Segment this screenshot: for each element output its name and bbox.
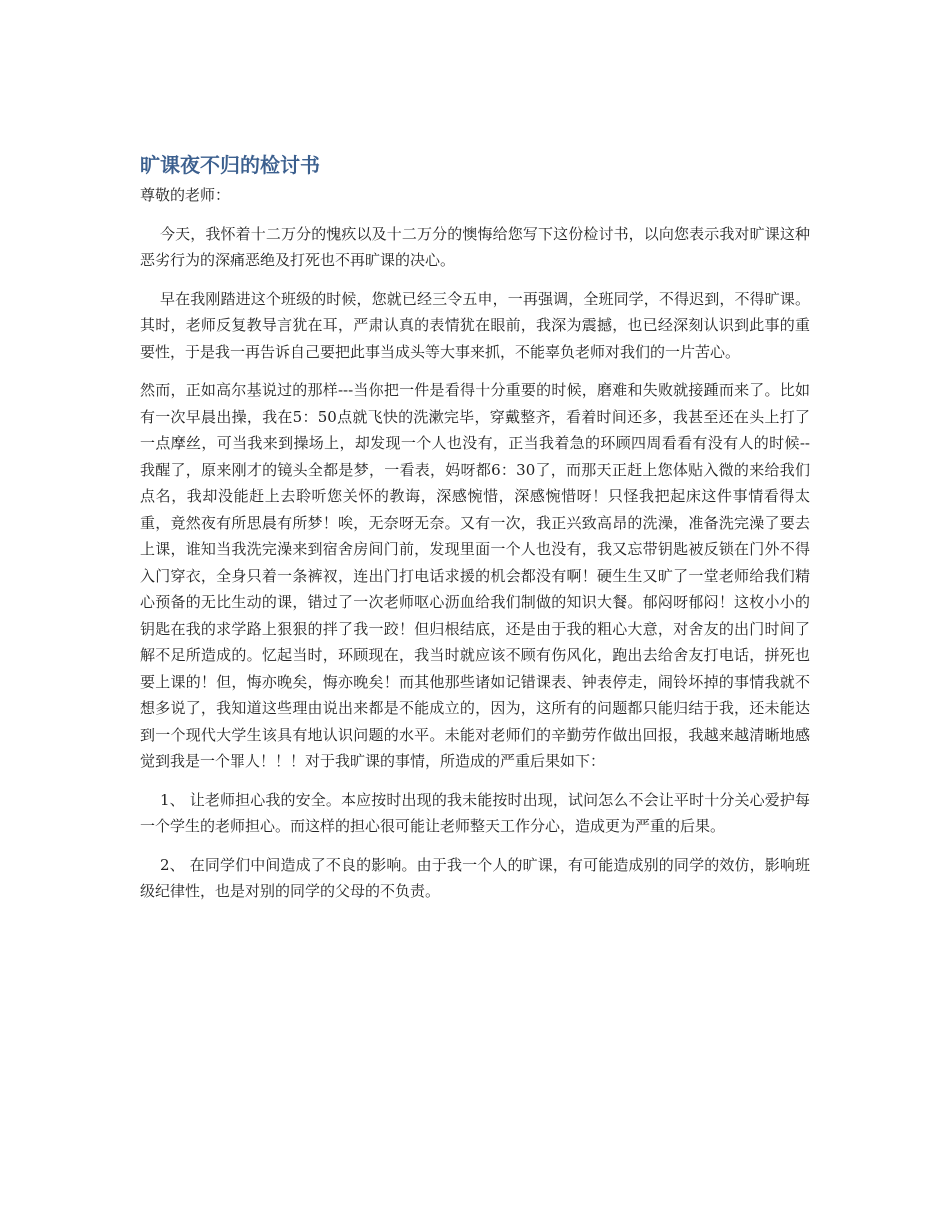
document-page	[140, 148, 810, 917]
paragraph-incidents: 然而，正如高尔基说过的那样---当你把一件是看得十分重要的时候，磨难和失败就接踵而来了。比如有一次早晨出操，我在5：50点就飞快的洗漱完毕，穿戴整齐，看着时间还多，我甚至还在头上打了一点摩丝，可当我来到操场上，却发现一个人也没有，正当我着急的环顾四周看看有没有人的时候--我醒了，原来刚才的镜头全都是梦，一看表，妈呀都6：30了，而那天正赶上您体贴入微的来给我们点名，我却没能赶上去聆听您关怀的教诲，深感惋惜，深感惋惜呀！只怪我把起床这件事情看得太重，竟然夜有所思晨有所梦！唉，无奈呀无奈。又有一次，我正兴致高昂的洗澡，准备洗完澡了要去上课，谁知当我洗完澡来到宿舍房间门前，发现里面一个人也没有，我又忘带钥匙被反锁在门外不得入门穿衣，全身只着一条裤衩，连出门打电话求援的机会都没有啊！硬生生又旷了一堂老师给我们精心预备的无比生动的课，错过了一次老师呕心沥血给我们制做的知识大餐。郁闷呀郁闷！这枚小小的钥匙在我的求学路上狠狠的拌了我一跤！但归根结底，还是由于我的粗心大意，对舍友的出门时间了解不足所造成的。忆起当时，环顾现在，我当时就应该不顾有伤风化，跑出去给舍友打电话，拼死也要上课的！但，悔亦晚矣，悔亦晚矣！而其他那些诸如记错课表、钟表停走，闹铃坏掉的事情我就不想多说了，我知道这些理由说出来都是不能成立的，因为，这所有的问题都只能归结于我，还未能达到一个现代大学生该具有地认识问题的水平。未能对老师们的辛勤劳作做出回报，我越来越清晰地感觉到我是一个罪人！！！对于我旷课的事情，所造成的严重后果如下：	[140, 381, 810, 770]
salutation: 尊敬的老师：	[140, 186, 231, 204]
consequence-item-2: 2、 在同学们中间造成了不良的影响。由于我一个人的旷课，有可能造成别的同学的效仿，影响班级纪律性，也是对别的同学的父母的不负责。	[140, 855, 810, 900]
paragraph-intro: 今天，我怀着十二万分的愧疚以及十二万分的懊悔给您写下这份检讨书，以向您表示我对旷课这种恶劣行为的深痛恶绝及打死也不再旷课的决心。	[140, 224, 810, 269]
paragraph-background: 早在我刚踏进这个班级的时候，您就已经三令五申，一再强调，全班同学，不得迟到，不得旷课。其时，老师反复教导言犹在耳，严肃认真的表情犹在眼前，我深为震撼，也已经深刻认识到此事的重要性，于是我一再告诉自己要把此事当成头等大事来抓，不能辜负老师对我们的一片苦心。	[140, 289, 810, 361]
consequence-item-1: 1、 让老师担心我的安全。本应按时出现的我未能按时出现，试问怎么不会让平时十分关心爱护每一个学生的老师担心。而这样的担心很可能让老师整天工作分心，造成更为严重的后果。	[140, 790, 810, 835]
document-title: 旷课夜不归的检讨书	[140, 153, 320, 177]
